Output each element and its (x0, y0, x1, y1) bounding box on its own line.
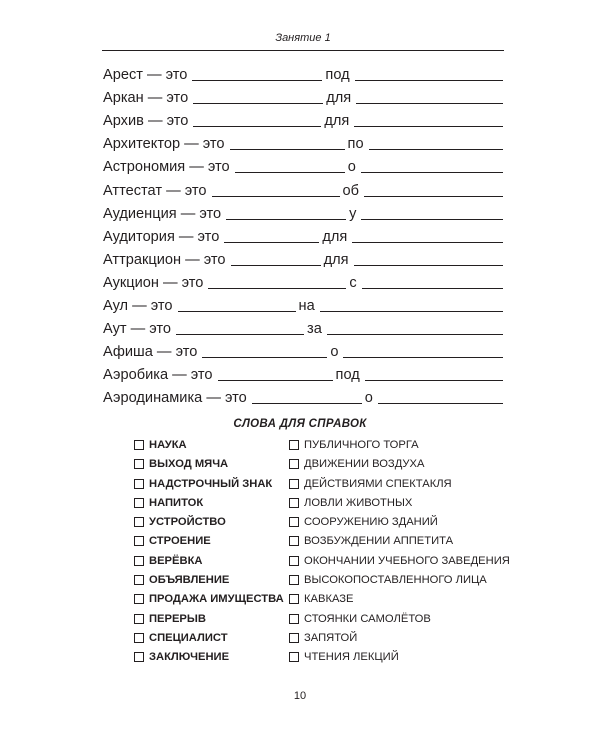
preposition-label: о (330, 344, 339, 361)
preposition-label: за (307, 321, 322, 338)
blank-line[interactable] (193, 113, 321, 127)
blank-line[interactable] (192, 67, 322, 81)
definition-row (103, 84, 503, 107)
reference-word: ПЕРЕРЫВ (149, 612, 206, 625)
blank-line[interactable] (212, 183, 340, 197)
definition-row (103, 153, 503, 176)
definition-row (103, 130, 503, 153)
reference-words-title: СЛОВА ДЛЯ СПРАВОК (233, 418, 367, 430)
term-label: Аэродинамика — это (103, 390, 247, 407)
term-label: Афиша — это (103, 344, 198, 361)
checkbox-icon[interactable] (289, 594, 299, 604)
term-label: Архитектор — это (103, 136, 225, 153)
definition-row (103, 292, 503, 315)
checkbox-icon[interactable] (289, 498, 299, 508)
reference-word: СТРОЕНИЕ (149, 535, 211, 548)
preposition-label: у (349, 205, 357, 222)
blank-line[interactable] (235, 159, 345, 173)
checkbox-icon[interactable] (289, 459, 299, 469)
definition-row (103, 315, 503, 338)
reference-words-list (134, 437, 514, 669)
blank-line[interactable] (362, 275, 503, 289)
definition-row (103, 338, 503, 361)
term-label: Аттракцион — это (103, 251, 226, 268)
definition-row (103, 200, 503, 223)
checkbox-icon[interactable] (134, 652, 144, 662)
checkbox-icon[interactable] (289, 652, 299, 662)
term-label: Аудитория — это (103, 228, 220, 245)
blank-line[interactable] (378, 390, 503, 404)
checkbox-icon[interactable] (134, 536, 144, 546)
checkbox-icon[interactable] (134, 633, 144, 643)
reference-row (134, 533, 514, 549)
term-label: Аэробика — это (103, 367, 213, 384)
blank-line[interactable] (230, 136, 345, 150)
reference-row (134, 437, 514, 453)
blank-line[interactable] (224, 229, 319, 243)
checkbox-icon[interactable] (289, 479, 299, 489)
blank-line[interactable] (178, 298, 296, 312)
reference-row (134, 514, 514, 530)
reference-phrase: СООРУЖЕНИЮ ЗДАНИЙ (304, 516, 438, 529)
preposition-label: с (349, 274, 357, 291)
term-label: Аттестат — это (103, 182, 207, 199)
blank-line[interactable] (354, 113, 503, 127)
reference-row (134, 572, 514, 588)
preposition-label: для (322, 228, 348, 245)
term-label: Арест — это (103, 67, 188, 84)
checkbox-icon[interactable] (134, 479, 144, 489)
reference-phrase: СТОЯНКИ САМОЛЁТОВ (304, 612, 431, 625)
checkbox-icon[interactable] (134, 498, 144, 508)
blank-line[interactable] (176, 321, 304, 335)
checkbox-icon[interactable] (134, 556, 144, 566)
reference-row (134, 649, 514, 665)
definition-row (103, 269, 503, 292)
reference-row (134, 553, 514, 569)
reference-row (134, 456, 514, 472)
preposition-label: о (364, 390, 373, 407)
reference-word: ОБЪЯВЛЕНИЕ (149, 574, 230, 587)
blank-line[interactable] (356, 90, 503, 104)
preposition-label: под (325, 67, 350, 84)
lesson-header (102, 30, 504, 51)
preposition-label: под (335, 367, 360, 384)
preposition-label: по (347, 136, 364, 153)
checkbox-icon[interactable] (134, 440, 144, 450)
reference-word: УСТРОЙСТВО (149, 516, 226, 529)
reference-phrase: ЗАПЯТОЙ (304, 631, 358, 644)
blank-line[interactable] (361, 159, 503, 173)
reference-phrase: ЛОВЛИ ЖИВОТНЫХ (304, 496, 413, 509)
reference-word: НАУКА (149, 439, 187, 451)
blank-line[interactable] (352, 229, 503, 243)
blank-line[interactable] (193, 90, 323, 104)
preposition-label: для (326, 90, 352, 107)
blank-line[interactable] (327, 321, 503, 335)
blank-line[interactable] (354, 252, 504, 266)
blank-line[interactable] (226, 206, 346, 220)
reference-word: ЗАКЛЮЧЕНИЕ (149, 651, 230, 664)
reference-row (134, 611, 514, 627)
reference-phrase: ДЕЙСТВИЯМИ СПЕКТАКЛЯ (304, 477, 452, 490)
definition-row (103, 361, 503, 384)
preposition-label: об (342, 182, 359, 199)
blank-line[interactable] (364, 183, 503, 197)
definition-row (103, 223, 503, 246)
checkbox-icon[interactable] (289, 633, 299, 643)
reference-row (134, 630, 514, 646)
blank-line[interactable] (355, 67, 503, 81)
checkbox-icon[interactable] (134, 614, 144, 624)
blank-line[interactable] (343, 344, 503, 358)
term-label: Аудиенция — это (103, 205, 222, 222)
page-number: 10 (293, 690, 307, 702)
term-label: Аул — это (103, 298, 173, 315)
reference-phrase: КАВКАЗЕ (304, 593, 354, 606)
blank-line[interactable] (361, 206, 503, 220)
reference-word: ВЫХОД МЯЧА (149, 458, 229, 471)
definition-row (103, 61, 503, 84)
blank-line[interactable] (202, 344, 327, 358)
definition-row (103, 246, 503, 269)
preposition-label: о (347, 159, 356, 176)
preposition-label: на (298, 298, 315, 315)
checkbox-icon[interactable] (134, 517, 144, 527)
preposition-label: для (323, 251, 349, 268)
lesson-title: Занятие 1 (275, 32, 331, 44)
blank-line[interactable] (369, 136, 503, 150)
blank-line[interactable] (365, 367, 503, 381)
blank-line[interactable] (208, 275, 346, 289)
checkbox-icon[interactable] (134, 459, 144, 469)
blank-line[interactable] (252, 390, 362, 404)
checkbox-icon[interactable] (289, 614, 299, 624)
checkbox-icon[interactable] (289, 536, 299, 546)
reference-phrase: ЧТЕНИЯ ЛЕКЦИЙ (304, 651, 399, 664)
reference-word: ПРОДАЖА ИМУЩЕСТВА (149, 593, 284, 606)
blank-line[interactable] (218, 367, 333, 381)
reference-word: НАДСТРОЧНЫЙ ЗНАК (149, 477, 273, 490)
reference-phrase: ПУБЛИЧНОГО ТОРГА (304, 439, 419, 451)
reference-row (134, 591, 514, 607)
reference-word: ВЕРЁВКА (149, 554, 203, 567)
reference-phrase: ДВИЖЕНИИ ВОЗДУХА (304, 458, 425, 471)
checkbox-icon[interactable] (289, 440, 299, 450)
reference-phrase: ОКОНЧАНИИ УЧЕБНОГО ЗАВЕДЕНИЯ (304, 554, 510, 567)
reference-word: НАПИТОК (149, 496, 204, 509)
term-label: Аркан — это (103, 90, 189, 107)
blank-line[interactable] (320, 298, 503, 312)
term-label: Архив — это (103, 113, 189, 130)
checkbox-icon[interactable] (289, 556, 299, 566)
reference-word: СПЕЦИАЛИСТ (149, 631, 228, 644)
reference-phrase: ВЫСОКОПОСТАВЛЕННОГО ЛИЦА (304, 574, 487, 587)
term-label: Аут — это (103, 321, 172, 338)
term-label: Аукцион — это (103, 274, 204, 291)
checkbox-icon[interactable] (289, 575, 299, 585)
blank-line[interactable] (231, 252, 321, 266)
definition-row (103, 384, 503, 407)
reference-row (134, 476, 514, 492)
definition-rows (103, 61, 503, 407)
reference-row (134, 495, 514, 511)
definition-row (103, 107, 503, 130)
reference-phrase: ВОЗБУЖДЕНИИ АППЕТИТА (304, 535, 454, 548)
checkbox-icon[interactable] (289, 517, 299, 527)
term-label: Астрономия — это (103, 159, 230, 176)
preposition-label: для (324, 113, 350, 130)
checkbox-icon[interactable] (134, 575, 144, 585)
checkbox-icon[interactable] (134, 594, 144, 604)
definition-row (103, 176, 503, 199)
